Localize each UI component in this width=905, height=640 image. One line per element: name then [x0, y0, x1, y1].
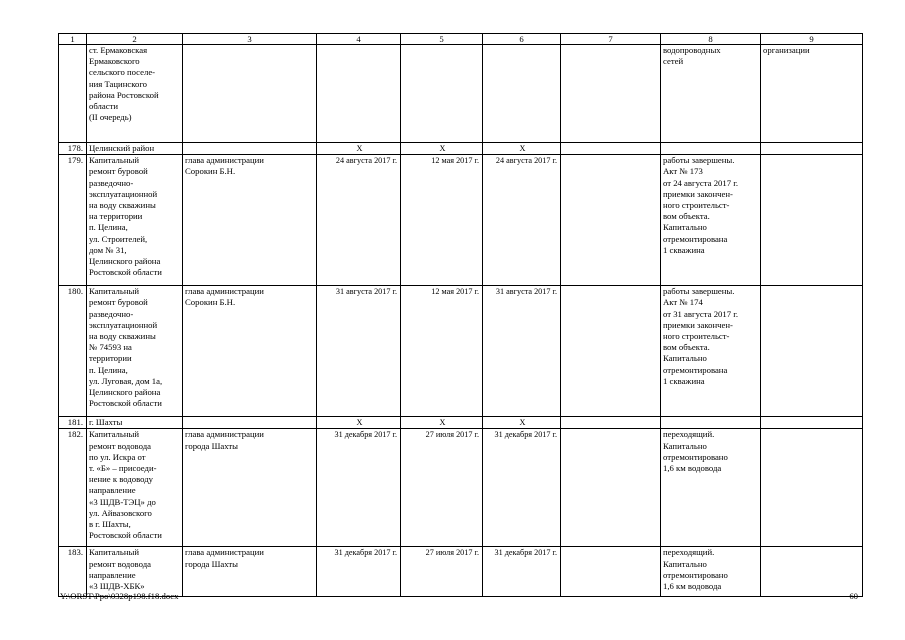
cell-object-name: Целинский район — [87, 143, 183, 155]
cell-col7 — [561, 429, 661, 547]
cell-responsible: глава администрации Сорокин Б.Н. — [183, 155, 317, 286]
cell-date-col5: Х — [401, 143, 483, 155]
table-row — [59, 429, 863, 547]
column-number-header: 8 — [661, 34, 761, 45]
cell-col7 — [561, 417, 661, 429]
cell-date-col4: Х — [317, 417, 401, 429]
table-row — [59, 286, 863, 417]
cell-status-note: переходящий. Капитально отремонтировано 1,6 км водовода — [661, 429, 761, 547]
cell-responsible — [183, 417, 317, 429]
cell-date-col4: Х — [317, 143, 401, 155]
cell-date-col6: 31 декабря 2017 г. — [483, 429, 561, 547]
cell-col9 — [761, 286, 863, 417]
cell-responsible — [183, 143, 317, 155]
cell-row-number: 182. — [59, 429, 87, 547]
cell-date-col4: 31 августа 2017 г. — [317, 286, 401, 417]
cell-date-col4: 31 декабря 2017 г. — [317, 429, 401, 547]
column-number-header: 9 — [761, 34, 863, 45]
cell-status-note: работы завершены. Акт № 173 от 24 августа 2017 г. приемки закончен- ного строительст- вом объекта. Капитально отремонтирована 1 скважина — [661, 155, 761, 286]
cell-date-col6: Х — [483, 417, 561, 429]
cell-object-name: Капитальный ремонт водовода направление «3 ШДВ-ХБК» — [87, 547, 183, 597]
cell-col7 — [561, 45, 661, 143]
cell-row-number: 183. — [59, 547, 87, 597]
cell-date-col6: Х — [483, 143, 561, 155]
column-number-header: 5 — [401, 34, 483, 45]
cell-row-number: 178. — [59, 143, 87, 155]
cell-object-name: Капитальный ремонт буровой разведочно- эксплуатационной на воду скважины № 74593 на территории п. Целина, ул. Луговая, дом 1а, Целинского района Ростовской области — [87, 286, 183, 417]
column-number-header: 4 — [317, 34, 401, 45]
table-row — [59, 155, 863, 286]
cell-status-note — [661, 417, 761, 429]
cell-status-note — [661, 143, 761, 155]
cell-date-col6: 31 августа 2017 г. — [483, 286, 561, 417]
table-row — [59, 417, 863, 429]
cell-date-col4: 24 августа 2017 г. — [317, 155, 401, 286]
cell-date-col6 — [483, 45, 561, 143]
cell-status-note: переходящий. Капитально отремонтировано 1,6 км водовода — [661, 547, 761, 597]
cell-object-name: Капитальный ремонт водовода по ул. Искра от т. «Б» – присоеди- нение к водоводу направление «3 ШДВ-ТЭЦ» до ул. Айвазовского в г. Шахты, Ростовской области — [87, 429, 183, 547]
column-number-header: 3 — [183, 34, 317, 45]
cell-col9: организации — [761, 45, 863, 143]
cell-row-number: 179. — [59, 155, 87, 286]
cell-responsible: глава администрации города Шахты — [183, 547, 317, 597]
cell-responsible: глава администрации города Шахты — [183, 429, 317, 547]
cell-date-col4 — [317, 45, 401, 143]
column-number-header: 6 — [483, 34, 561, 45]
cell-object-name: Капитальный ремонт буровой разведочно- эксплуатационной на воду скважины на территории п. Целина, ул. Строителей, дом № 31, Целинского района Ростовской области — [87, 155, 183, 286]
footer-file-path: Y:\ORST\Ppo\0328p198.f18.docx — [60, 591, 179, 601]
cell-date-col5: 12 мая 2017 г. — [401, 155, 483, 286]
cell-date-col5: 12 мая 2017 г. — [401, 286, 483, 417]
cell-col9 — [761, 429, 863, 547]
cell-col9 — [761, 547, 863, 597]
cell-status-note: работы завершены. Акт № 174 от 31 августа 2017 г. приемки закончен- ного строительст- вом объекта. Капитально отремонтирована 1 скважина — [661, 286, 761, 417]
cell-date-col5 — [401, 45, 483, 143]
cell-object-name: ст. Ермаковская Ермаковского сельского поселе- ния Тацинского района Ростовской области (II очередь) — [87, 45, 183, 143]
cell-col7 — [561, 143, 661, 155]
cell-col7 — [561, 286, 661, 417]
column-number-header: 2 — [87, 34, 183, 45]
table-row — [59, 45, 863, 143]
header-row — [59, 34, 863, 45]
cell-responsible — [183, 45, 317, 143]
cell-date-col6: 31 декабря 2017 г. — [483, 547, 561, 597]
cell-date-col4: 31 декабря 2017 г. — [317, 547, 401, 597]
column-number-header: 7 — [561, 34, 661, 45]
cell-status-note: водопроводных сетей — [661, 45, 761, 143]
cell-object-name: г. Шахты — [87, 417, 183, 429]
document-table — [58, 33, 863, 597]
table-row — [59, 547, 863, 597]
cell-date-col5: 27 июля 2017 г. — [401, 547, 483, 597]
cell-col9 — [761, 143, 863, 155]
column-number-header: 1 — [59, 34, 87, 45]
table-row — [59, 143, 863, 155]
cell-responsible: глава администрации Сорокин Б.Н. — [183, 286, 317, 417]
cell-col9 — [761, 155, 863, 286]
cell-row-number — [59, 45, 87, 143]
cell-col7 — [561, 547, 661, 597]
cell-row-number: 180. — [59, 286, 87, 417]
cell-date-col6: 24 августа 2017 г. — [483, 155, 561, 286]
cell-row-number: 181. — [59, 417, 87, 429]
cell-col9 — [761, 417, 863, 429]
cell-col7 — [561, 155, 661, 286]
cell-date-col5: 27 июля 2017 г. — [401, 429, 483, 547]
cell-date-col5: Х — [401, 417, 483, 429]
footer-page-number: 60 — [849, 591, 858, 601]
